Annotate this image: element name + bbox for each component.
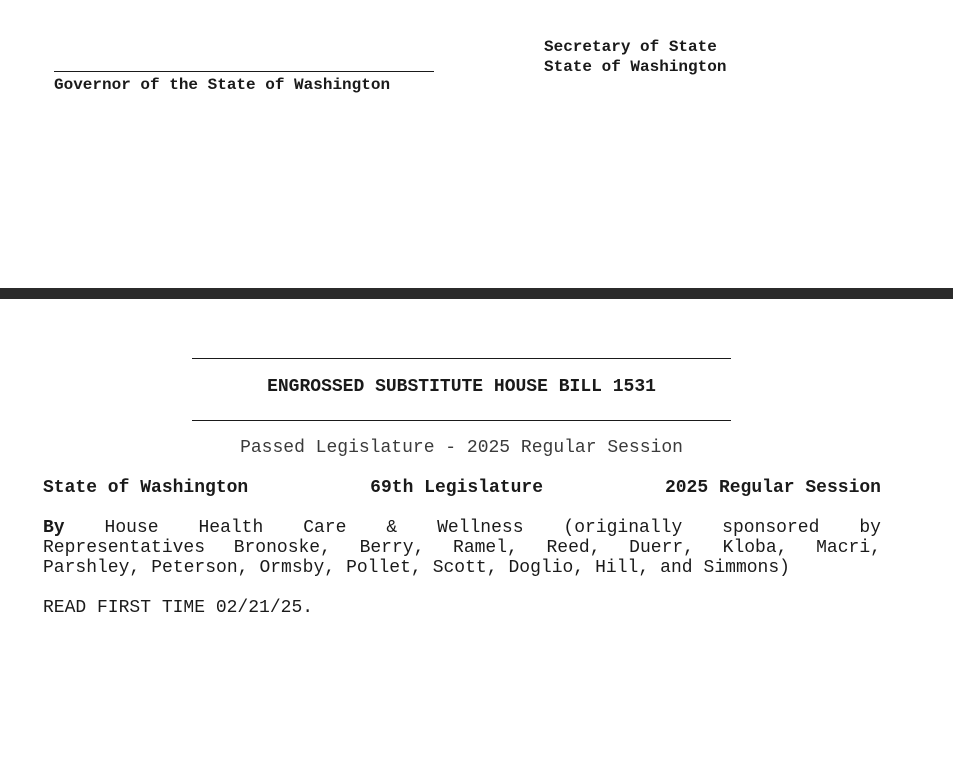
sponsor-word: Duerr, bbox=[629, 538, 694, 558]
sponsor-word: Care bbox=[303, 518, 347, 538]
title-rule-top bbox=[192, 358, 731, 359]
sponsor-word: Simmons) bbox=[703, 558, 790, 578]
by-label: By bbox=[43, 518, 65, 538]
sponsor-word: Kloba, bbox=[722, 538, 788, 558]
state-name: State of Washington bbox=[43, 478, 249, 498]
sponsor-word: Scott, bbox=[432, 558, 498, 578]
sponsor-line-3 bbox=[43, 558, 881, 578]
legislature-number: 69th Legislature bbox=[370, 478, 543, 498]
sponsor-word: Doglio, bbox=[508, 558, 585, 578]
sponsor-word: sponsored bbox=[722, 518, 820, 538]
governor-signature-line bbox=[54, 71, 434, 72]
bill-title: ENGROSSED SUBSTITUTE HOUSE BILL 1531 bbox=[267, 377, 656, 397]
session-name: 2025 Regular Session bbox=[664, 478, 881, 498]
sponsor-word: Bronoske, bbox=[233, 538, 331, 558]
sponsor-word: Wellness bbox=[437, 518, 524, 538]
read-first-time: READ FIRST TIME 02/21/25. bbox=[43, 598, 314, 618]
sponsor-word: Macri, bbox=[816, 538, 881, 558]
secretary-of-state-label: Secretary of State bbox=[544, 38, 717, 56]
sponsor-word: House bbox=[104, 518, 159, 538]
sponsor-word: Pollet, bbox=[346, 558, 422, 578]
title-rule-bottom bbox=[192, 420, 731, 421]
sponsor-word: & bbox=[386, 518, 398, 538]
sponsor-word: Reed, bbox=[546, 538, 601, 558]
governor-label: Governor of the State of Washington bbox=[54, 76, 391, 94]
page-divider bbox=[0, 288, 953, 299]
state-of-washington-label: State of Washington bbox=[544, 58, 727, 76]
sponsor-word: Peterson, bbox=[151, 558, 249, 578]
sponsor-word: and bbox=[660, 558, 693, 578]
sponsor-word: Hill, bbox=[595, 558, 650, 578]
passed-legislature: Passed Legislature - 2025 Regular Session bbox=[240, 438, 683, 458]
sponsor-word: Berry, bbox=[359, 538, 425, 558]
sponsor-word: Parshley, bbox=[43, 558, 141, 578]
sponsor-word: Ormsby, bbox=[259, 558, 336, 578]
legislature-info-row bbox=[43, 478, 881, 498]
sponsor-line-1 bbox=[43, 518, 881, 538]
sponsor-line-2 bbox=[43, 538, 881, 558]
sponsor-word: Ramel, bbox=[453, 538, 518, 558]
sponsor-word: Health bbox=[198, 518, 264, 538]
sponsor-word: (originally bbox=[563, 518, 683, 538]
sponsor-word: Representatives bbox=[43, 538, 206, 558]
sponsor-word: by bbox=[859, 518, 881, 538]
